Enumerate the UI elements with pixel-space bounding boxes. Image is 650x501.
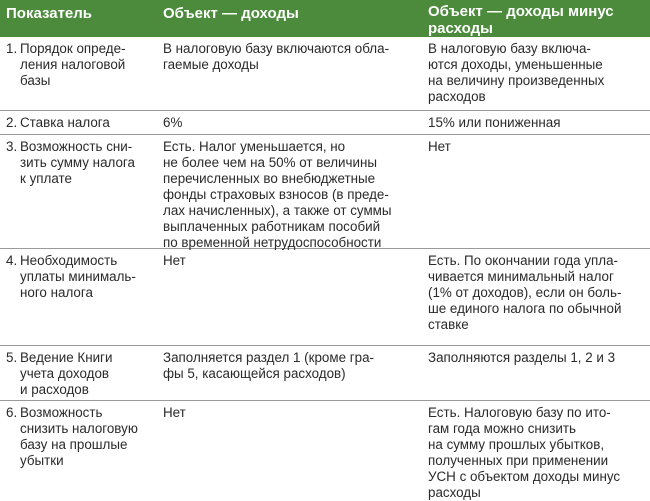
income-cell: Есть. Налог уменьшается, но не более чем на 50% от величины перечисленных во внебюджетные фонды страховых взносов (в преде- лах начисленных), а также от суммы выплаченных работникам пособий по временной нетрудоспособности — [163, 139, 392, 250]
table-row — [0, 401, 650, 500]
income-minus-expenses-cell: 15% или пониженная — [428, 115, 561, 130]
income-cell: Заполняется раздел 1 (кроме гра- фы 5, касающейся расходов) — [163, 350, 374, 381]
row-number: 2. — [6, 115, 18, 130]
indicator-text: Необходимость уплаты минималь- ного налога — [20, 253, 136, 300]
indicator-text: Возможность снизить налоговую базу на прошлые убытки — [20, 405, 138, 468]
table-row — [0, 346, 650, 401]
row-number: 6. — [6, 405, 18, 420]
income-cell: Нет — [163, 405, 186, 420]
header-income-minus-expenses: Объект — доходы минус расходы — [428, 3, 614, 37]
income-cell: Нет — [163, 253, 186, 268]
income-minus-expenses-cell: В налоговую базу включа- ются доходы, уменьшенные на величину произведенных расходов — [428, 41, 605, 104]
row-number: 4. — [6, 253, 18, 268]
row-number: 1. — [6, 41, 18, 56]
indicator-cell — [0, 41, 163, 110]
indicator-text: Порядок опреде- ления налоговой базы — [20, 41, 126, 88]
table-row — [0, 135, 650, 249]
income-cell: В налоговую базу включаются обла- гаемые доходы — [163, 41, 390, 72]
row-number: 5. — [6, 350, 18, 365]
indicator-text: Ставка налога — [20, 115, 110, 130]
income-minus-expenses-cell: Нет — [428, 139, 451, 154]
income-minus-expenses-cell: Есть. Налоговую базу по ито- гам года можно снизить на сумму прошлых убытков, полученных при применении УСН с объектом доходы минус расходы — [428, 405, 621, 500]
income-cell: 6% — [163, 115, 183, 130]
indicator-text: Возможность сни- зить сумму налога к уплате — [20, 139, 135, 186]
indicator-text: Ведение Книги учета доходов и расходов — [20, 350, 113, 397]
indicator-cell — [0, 350, 163, 400]
header-indicator: Показатель — [6, 5, 93, 22]
indicator-cell — [0, 405, 163, 496]
income-minus-expenses-cell: Заполняются разделы 1, 2 и 3 — [428, 350, 616, 365]
row-number: 3. — [6, 139, 18, 154]
table-row — [0, 37, 650, 111]
indicator-cell — [0, 253, 163, 345]
income-minus-expenses-cell: Есть. По окончании года упла- чивается минимальный налог (1% от доходов), если он боль- ше единого налога по обычной ставке — [428, 253, 622, 332]
table-row — [0, 249, 650, 346]
indicator-cell — [0, 139, 163, 248]
table-header — [0, 0, 650, 37]
indicator-cell — [0, 115, 163, 134]
table-row — [0, 111, 650, 135]
header-income: Объект — доходы — [163, 5, 299, 22]
